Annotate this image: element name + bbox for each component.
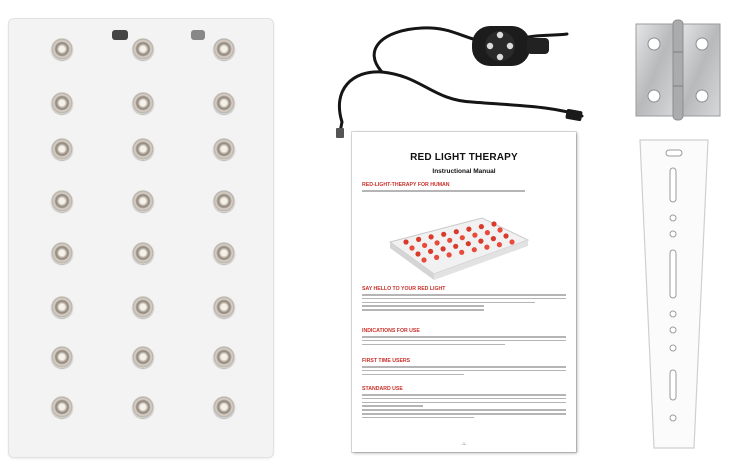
mini-led <box>453 244 458 249</box>
led-bulb <box>51 138 73 160</box>
mini-led <box>434 255 439 260</box>
controller-cable <box>322 10 592 140</box>
mini-led <box>491 236 496 241</box>
led-bulb <box>132 346 154 368</box>
led-bulb <box>213 190 235 212</box>
led-bulb <box>51 242 73 264</box>
mini-led <box>460 235 465 240</box>
led-panel <box>8 18 274 458</box>
mini-led <box>466 241 471 246</box>
manual-text-block <box>362 336 566 347</box>
instruction-manual <box>352 132 576 452</box>
led-bulb <box>51 396 73 418</box>
mini-led <box>466 227 471 232</box>
led-bulb <box>51 296 73 318</box>
manual-subtitle: Instructional Manual <box>432 168 496 175</box>
led-bulb <box>213 38 235 60</box>
mini-led <box>403 239 408 244</box>
controller-button-nir <box>507 43 513 49</box>
led-bulb <box>132 296 154 318</box>
led-bulb <box>213 296 235 318</box>
mini-led <box>472 233 477 238</box>
led-bulb <box>51 346 73 368</box>
mini-led <box>428 249 433 254</box>
mini-led <box>509 239 514 244</box>
mini-led <box>429 234 434 239</box>
manual-text-block <box>362 366 566 377</box>
mini-led <box>472 247 477 252</box>
led-bulb <box>213 242 235 264</box>
led-bulb <box>132 190 154 212</box>
mini-led <box>497 242 502 247</box>
manual-text-block <box>362 190 566 194</box>
led-bulb <box>132 38 154 60</box>
mini-led <box>435 240 440 245</box>
mini-led <box>421 257 426 262</box>
device-illustration <box>382 212 532 282</box>
mini-led <box>447 252 452 257</box>
led-bulb <box>213 346 235 368</box>
mini-led <box>503 233 508 238</box>
led-bulb <box>132 396 154 418</box>
switch-port <box>191 30 205 40</box>
controller-button-r <box>487 43 493 49</box>
manual-text-block <box>362 394 566 420</box>
manual-section-heading: INDICATIONS FOR USE <box>362 328 420 334</box>
mini-led <box>441 246 446 251</box>
mini-led <box>459 250 464 255</box>
led-bulb <box>51 38 73 60</box>
power-port <box>112 30 128 40</box>
led-bulb <box>132 92 154 114</box>
mini-led <box>454 229 459 234</box>
manual-text-block <box>362 294 566 313</box>
led-bulb <box>51 190 73 212</box>
metal-hinge <box>634 18 722 122</box>
manual-section-heading: STANDARD USE <box>362 386 403 392</box>
controller-button-off <box>497 54 503 60</box>
mini-led <box>479 224 484 229</box>
mini-led <box>497 227 502 232</box>
manual-section-heading: SAY HELLO TO YOUR RED LIGHT <box>362 286 446 292</box>
mini-led <box>485 230 490 235</box>
led-bulb <box>51 92 73 114</box>
manual-section-heading: RED-LIGHT-THERAPY FOR HUMAN <box>362 182 450 188</box>
mini-led <box>491 221 496 226</box>
mini-led <box>422 243 427 248</box>
manual-page-number: -1- <box>461 441 467 446</box>
mini-led <box>484 245 489 250</box>
mini-led <box>415 251 420 256</box>
mini-led <box>447 238 452 243</box>
mini-led <box>478 239 483 244</box>
led-bulb <box>213 138 235 160</box>
manual-title: RED LIGHT THERAPY <box>410 152 518 163</box>
controller-button-on <box>497 32 503 38</box>
mini-led <box>441 232 446 237</box>
led-bulb <box>213 92 235 114</box>
mounting-bracket <box>628 138 720 454</box>
led-bulb <box>132 242 154 264</box>
mini-led <box>416 237 421 242</box>
manual-section-heading: FIRST TIME USERS <box>362 358 411 364</box>
led-bulb <box>213 396 235 418</box>
led-bulb <box>132 138 154 160</box>
mini-led <box>409 245 414 250</box>
